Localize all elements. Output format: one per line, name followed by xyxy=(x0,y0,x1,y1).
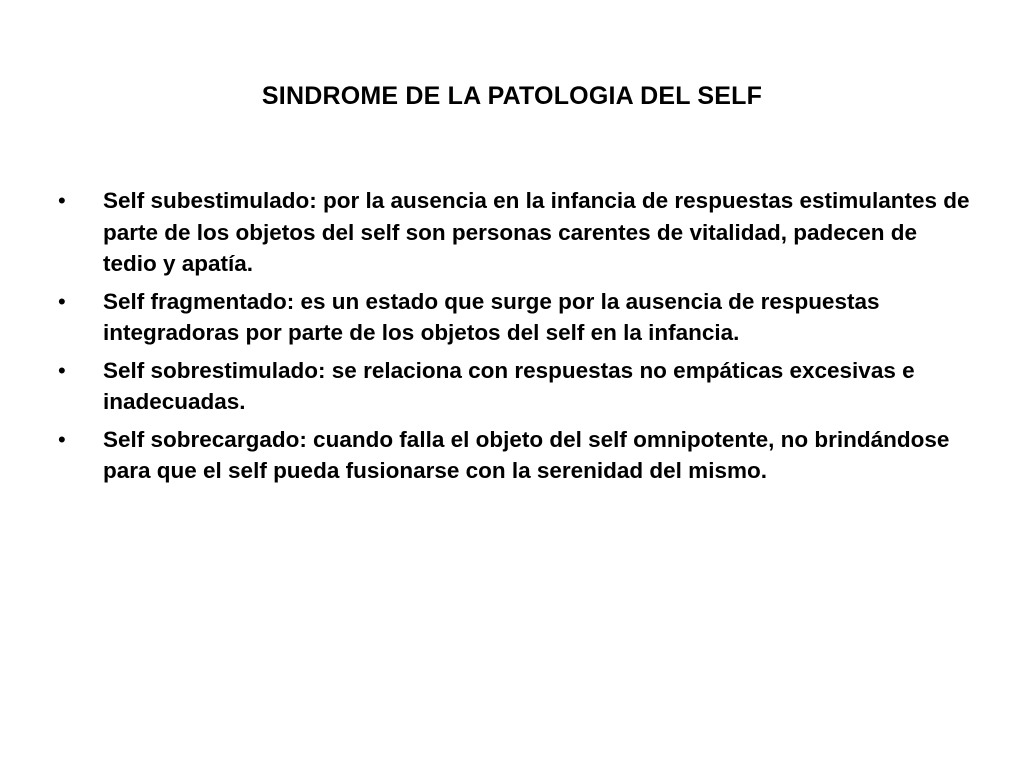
bullet-item-fragmentado xyxy=(56,286,976,349)
bullet-text: Self sobrecargado: cuando falla el objeto del self omnipotente, no brindándose para que el self pueda fusionarse con la serenidad del mismo. xyxy=(103,426,950,483)
bullet-text: Self fragmentado: es un estado que surge por la ausencia de respuestas integradoras por parte de los objetos del self en la infancia. xyxy=(103,288,880,345)
bullet-icon: • xyxy=(58,188,66,213)
bullet-icon: • xyxy=(58,288,66,314)
bullet-text: Self sobrestimulado: se relaciona con respuestas no empáticas excesivas e inadecuadas. xyxy=(103,357,915,414)
bullet-text: Self subestimulado: por la ausencia en la infancia de respuestas estimulantes de parte de los objetos del self son personas carentes de vitalidad, padecen de tedio y apatía. xyxy=(103,188,970,276)
slide-title: SINDROME DE LA PATOLOGIA DEL SELF xyxy=(261,82,763,110)
bullet-list xyxy=(56,185,976,493)
bullet-item-sobrestimulado xyxy=(56,355,976,418)
bullet-icon: • xyxy=(58,426,66,452)
bullet-icon: • xyxy=(58,357,66,383)
bullet-item-subestimulado xyxy=(56,185,976,280)
bullet-item-sobrecargado xyxy=(56,424,976,487)
